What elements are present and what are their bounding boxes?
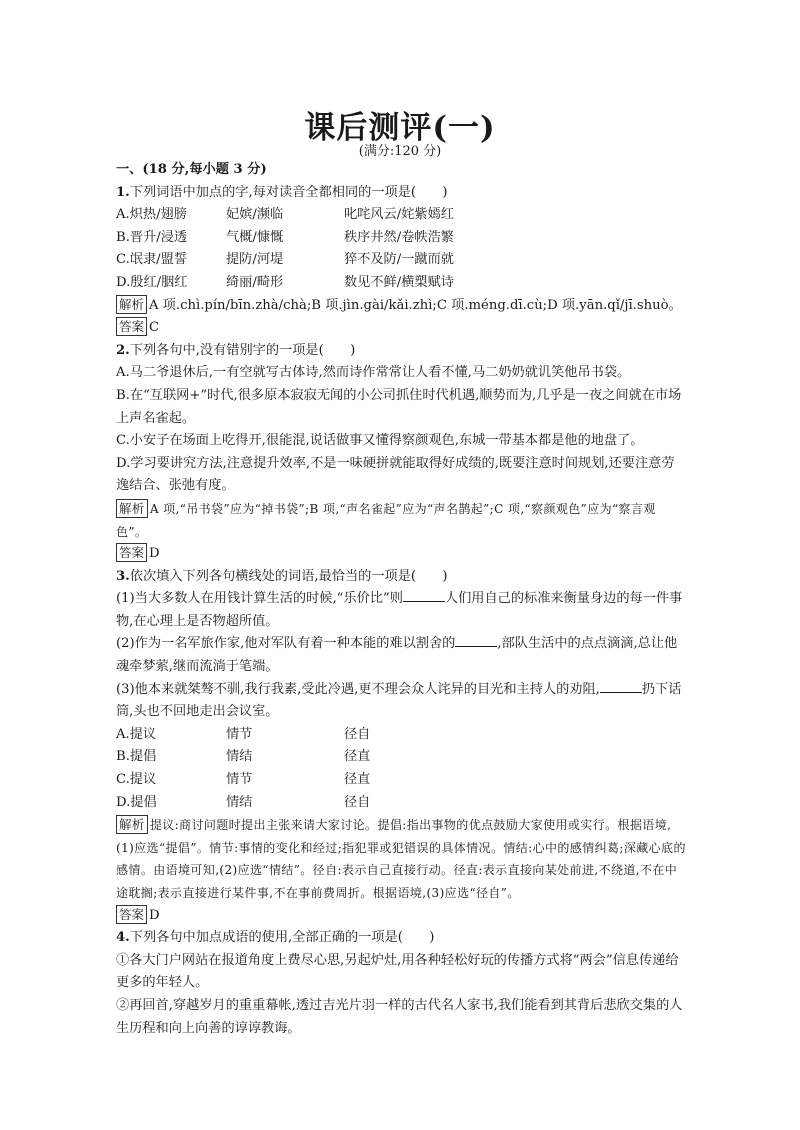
answer-tag: 答案 bbox=[116, 317, 147, 336]
q2-answer bbox=[116, 543, 686, 566]
page-subtitle: (满分:120 分) bbox=[358, 144, 442, 159]
explanation-tag: 解析 bbox=[116, 815, 148, 834]
option-text: 径自 bbox=[344, 726, 371, 742]
fill-blank bbox=[600, 680, 642, 693]
option-text: A.提议 bbox=[116, 726, 157, 742]
sentence-text: (3)他本来就桀骜不驯,我行我素,受此冷遇,更不理会众人诧异的目光和主持人的劝阻, bbox=[116, 681, 600, 697]
q1-answer bbox=[116, 317, 686, 340]
option-text: B.晋升/浸透 bbox=[116, 229, 188, 245]
option-text: 猝不及防/一蹴而就 bbox=[344, 252, 454, 268]
sentence-text: (2)作为一名军旅作家,他对军队有着一种本能的难以割舍的 bbox=[116, 636, 456, 652]
question-4-stem bbox=[116, 927, 686, 950]
option-text: 径直 bbox=[344, 772, 371, 788]
q3-answer bbox=[116, 905, 686, 928]
option-text: D.殷红/胭红 bbox=[116, 274, 188, 290]
option-text: 情结 bbox=[226, 749, 253, 765]
question-number: 3. bbox=[116, 568, 130, 584]
q1-option-d bbox=[116, 272, 686, 295]
q1-option-c bbox=[116, 249, 686, 272]
q1-option-b bbox=[116, 227, 686, 250]
question-text: 下列各句中,没有错别字的一项是( ) bbox=[129, 342, 356, 358]
q4-sentence-1: ①各大门户网站在报道角度上费尽心思,另起炉灶,用各种轻松好玩的传播方式将“两会”信息传递给更多的年轻人。 bbox=[116, 952, 679, 991]
question-text: 依次填入下列各句横线处的词语,最恰当的一项是( ) bbox=[129, 568, 448, 584]
explanation-tag: 解析 bbox=[116, 295, 147, 314]
q2-option-c: C.小安子在场面上吃得开,很能混,说话做事又懂得察颜观色,东城一带基本都是他的地盘了。 bbox=[116, 433, 644, 449]
option-text: 提防/河堤 bbox=[226, 252, 284, 268]
option-text: C.提议 bbox=[116, 772, 157, 788]
sentence-text: 人们用自己的标准来衡量身边的每一件事物,在心理上是否物超所值。 bbox=[116, 591, 683, 629]
page-title: 课后测评(一) bbox=[304, 110, 496, 146]
q2-explanation bbox=[116, 498, 686, 543]
q3-option-a bbox=[116, 724, 686, 747]
option-text: 绮丽/畸形 bbox=[226, 274, 284, 290]
q3-option-c bbox=[116, 769, 686, 792]
answer-text: C bbox=[149, 320, 160, 336]
sentence-text: 扔下话筒,头也不回地走出会议室。 bbox=[116, 681, 682, 720]
question-2-stem bbox=[116, 340, 686, 363]
q3-explanation bbox=[116, 814, 686, 904]
option-text: A.炽热/翅膀 bbox=[116, 207, 187, 223]
explanation-text: A 项,“吊书袋”应为“掉书袋”;B 项,“声名雀起”应为“声名鹊起”;C 项,“察颜观色”应为“察言观色”。 bbox=[116, 501, 656, 539]
option-text: 径直 bbox=[344, 749, 371, 765]
question-text: 下列词语中加点的字,每对读音全都相同的一项是( ) bbox=[129, 184, 448, 200]
option-text: 情结 bbox=[226, 794, 253, 810]
option-text: 秩序井然/卷帙浩繁 bbox=[344, 229, 454, 245]
option-text: 气概/慷慨 bbox=[226, 229, 284, 245]
answer-tag: 答案 bbox=[116, 543, 147, 562]
question-3-stem bbox=[116, 566, 686, 589]
q2-option-b: B.在“互联网+”时代,很多原本寂寂无闻的小公司抓住时代机遇,顺势而为,几乎是一夜之间就在市场上声名雀起。 bbox=[116, 387, 682, 426]
q3-option-b bbox=[116, 746, 686, 769]
option-text: B.提倡 bbox=[116, 749, 157, 765]
fill-blank bbox=[455, 634, 497, 647]
q3-option-d bbox=[116, 792, 686, 815]
q2-option-a: A.马二爷退休后,一有空就写古体诗,然而诗作常常让人看不懂,马二奶奶就讥笑他吊书袋。 bbox=[116, 365, 631, 381]
option-text: 情节 bbox=[226, 726, 253, 742]
q3-sentence-1 bbox=[116, 588, 686, 633]
option-text: 数见不鲜/横槊赋诗 bbox=[344, 274, 454, 290]
option-text: C.氓隶/盟誓 bbox=[116, 252, 188, 268]
q4-sentence-2: ②再回首,穿越岁月的重重幕帐,透过吉光片羽一样的古代名人家书,我们能看到其背后悲欣交集的人生历程和向上向善的谆谆教诲。 bbox=[116, 997, 683, 1036]
q1-option-a bbox=[116, 204, 686, 227]
sentence-text: (1)当大多数人在用钱计算生活的时候,“乐价比”则 bbox=[116, 591, 403, 607]
answer-text: D bbox=[149, 907, 160, 923]
option-text: 径自 bbox=[344, 794, 371, 810]
answer-tag: 答案 bbox=[116, 905, 147, 924]
q1-explanation bbox=[116, 295, 686, 318]
document-body bbox=[116, 159, 686, 1040]
explanation-text: A 项.chì.pín/bīn.zhà/chà;B 项.jìn.gài/kǎi.zhì;C 项.méng.dī.cù;D 项.yān.qǐ/jī.shuò。 bbox=[149, 297, 682, 313]
explanation-text: 提议:商讨问题时提出主张来请大家讨论。提倡:指出事物的优点鼓励大家使用或实行。根据语境,(1)应选“提倡”。情节:事情的变化和经过;指犯罪或犯错误的具体情况。情结:心中的感情纠葛;深藏心底的感情。由语境可知,(2)应选“情结”。径自:表示自己直接行动。径直:表示直接向某处前进,不绕道,不在中途耽搁;表示直接进行某件事,不在事前费周折。根据语境,(3)应选“径自”。 bbox=[116, 818, 686, 900]
option-text: 叱咤风云/姹紫嫣红 bbox=[344, 207, 454, 223]
sentence-text: ,部队生活中的点点滴滴,总让他魂牵梦萦,继而流淌于笔端。 bbox=[116, 636, 678, 675]
question-1-stem bbox=[116, 182, 686, 205]
explanation-tag: 解析 bbox=[116, 499, 148, 518]
option-text: D.提倡 bbox=[116, 794, 157, 810]
option-text: 情节 bbox=[226, 772, 253, 788]
answer-text: D bbox=[149, 546, 160, 562]
question-number: 2. bbox=[116, 342, 130, 358]
option-text: 妃嫔/濒临 bbox=[226, 207, 284, 223]
fill-blank bbox=[403, 589, 445, 602]
question-number: 4. bbox=[116, 930, 130, 946]
question-number: 1. bbox=[116, 184, 130, 200]
q2-option-d: D.学习要讲究方法,注意提升效率,不是一味硬拼就能取得好成绩的,既要注意时间规划,还要注意劳逸结合、张弛有度。 bbox=[116, 455, 675, 494]
question-text: 下列各句中加点成语的使用,全部正确的一项是( ) bbox=[129, 930, 435, 946]
q3-sentence-2 bbox=[116, 633, 686, 678]
section-heading: 一、(18 分,每小题 3 分) bbox=[116, 162, 267, 177]
q3-sentence-3 bbox=[116, 679, 686, 724]
